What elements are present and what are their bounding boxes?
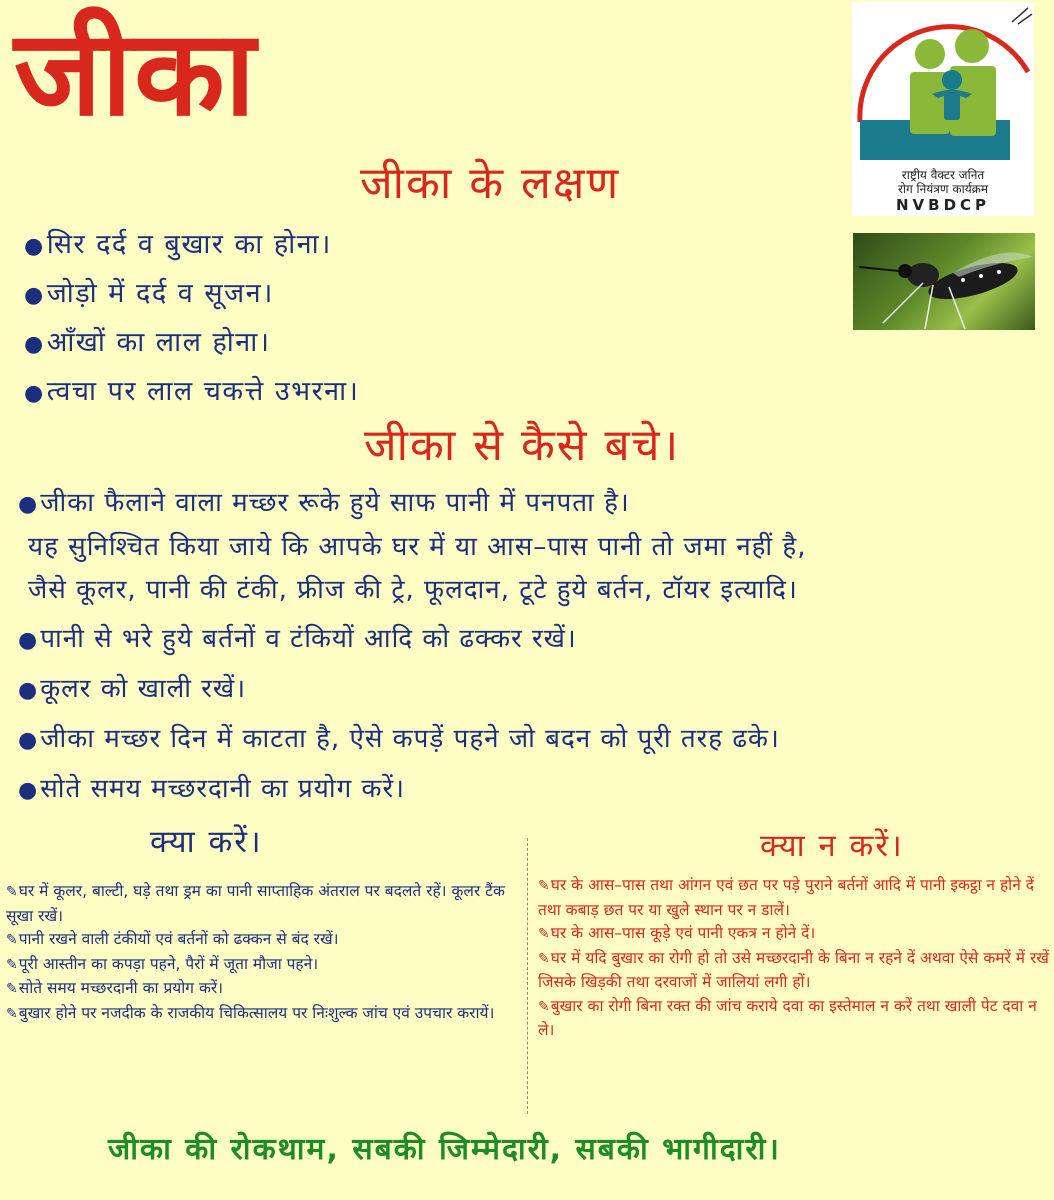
bullet-dot-icon: ● <box>18 678 39 703</box>
pen-icon: ✎ <box>6 981 18 997</box>
list-item <box>18 768 1048 812</box>
symptoms-list <box>24 222 359 418</box>
dont-text: घर के आस–पास कूड़े एवं पानी एकत्र न होने दें। <box>550 924 816 942</box>
prevention-text: जीका फैलाने वाला मच्छर रूके हुये साफ पानी में पनपता है। <box>40 488 630 518</box>
prevention-text: कूलर को खाली रखें। <box>40 674 247 704</box>
list-item <box>6 953 518 978</box>
do-text: पानी रखने वाली टंकीयों एवं बर्तनों को ढक्कन से बंद रखें। <box>18 930 339 948</box>
list-item <box>18 718 1048 762</box>
dos-donts-section <box>0 808 1054 1108</box>
dont-text: घर के आस–पास तथा आंगन एवं छत पर पड़े पुराने बर्तनों आदि में पानी इकट्ठा न होने दें तथा कबाड़ छत पर या खुले स्थान पर न डालें। <box>538 876 1034 919</box>
do-text: बुखार होने पर नजदीक के राजकीय चिकित्सालय पर निःशुल्क जांच एवं उपचार करायें। <box>18 1003 495 1022</box>
logo-caption-line1: राष्ट्रीय वैक्टर जनित <box>901 168 985 182</box>
list-item <box>18 482 1048 612</box>
list-item <box>6 1002 518 1027</box>
list-item <box>538 947 1052 995</box>
symptom-text: जोड़ो में दर्द व सूजन। <box>46 278 274 309</box>
prevention-text: पानी से भरे हुये बर्तनों व टंकियों आदि को ढक्कर रखें। <box>40 624 577 654</box>
prevention-text: जीका मच्छर दिन में काटता है, ऐसे कपड़ें पहने जो बदन को पूरी तरह ढके। <box>40 724 780 754</box>
symptom-text: सिर दर्द व बुखार का होना। <box>46 229 332 260</box>
logo-caption <box>852 168 1034 196</box>
dos-heading: क्या करें। <box>150 824 263 860</box>
bullet-dot-icon: ● <box>24 283 45 308</box>
list-item <box>6 880 518 928</box>
pen-icon: ✎ <box>538 950 550 967</box>
column-divider <box>527 838 528 1114</box>
donts-list <box>538 874 1052 1043</box>
list-item <box>538 874 1052 922</box>
prevention-list <box>18 482 1048 818</box>
prevention-text-continued: यह सुनिश्चित किया जाये कि आपके घर में या आस–पास पानी तो जमा नहीं है, <box>28 532 807 562</box>
do-text: पूरी आस्तीन का कपड़ा पहने, पैरों में जूता मौजा पहने। <box>18 954 319 973</box>
bullet-dot-icon: ● <box>18 778 39 803</box>
donts-heading: क्या न करें। <box>760 828 904 864</box>
dont-text: बुखार का रोगी बिना रक्त की जांच कराये दवा का इस्तेमाल न करें तथा खाली पेट दवा न ले। <box>538 996 1037 1039</box>
mosquito-photo <box>853 233 1035 330</box>
bullet-dot-icon: ● <box>24 234 45 259</box>
list-item <box>538 922 1052 947</box>
list-item <box>538 995 1052 1043</box>
list-item <box>18 618 1048 662</box>
do-text: घर में कूलर, बाल्टी, घड़े तथा ड्रम का पानी साप्ताहिक अंतराल पर बदलते रहें। कूलर टैंक सूखा रखें। <box>6 882 505 925</box>
prevention-heading: जीका से कैसे बचे। <box>364 420 681 471</box>
pen-icon: ✎ <box>6 884 18 900</box>
dont-text: घर में यदि बुखार का रोगी हो तो उसे मच्छरदानी के बिना न रहने दें अथवा ऐसे कमरें में रखें जिसके खिड़की तथा दरवाजों में जालियां लगी हों। <box>538 948 1049 991</box>
bullet-dot-icon: ● <box>18 492 39 517</box>
symptom-text: त्वचा पर लाल चकत्ते उभरना। <box>46 376 360 407</box>
list-item <box>24 222 359 271</box>
symptoms-heading: जीका के लक्षण <box>360 158 621 209</box>
list-item <box>6 977 518 1002</box>
list-item <box>18 668 1048 712</box>
pen-icon: ✎ <box>538 998 550 1015</box>
pen-icon: ✎ <box>6 956 18 973</box>
pen-icon: ✎ <box>6 1005 18 1022</box>
footer-slogan: जीका की रोकथाम, सबकी जिम्मेदारी, सबकी भागीदारी। <box>108 1132 781 1167</box>
bullet-dot-icon: ● <box>24 381 45 406</box>
bullet-dot-icon: ● <box>24 332 45 357</box>
list-item <box>24 320 359 369</box>
logo-abbreviation: NVBDCP <box>895 196 991 214</box>
do-text: सोते समय मच्छरदानी का प्रयोग करें। <box>18 979 224 997</box>
pen-icon: ✎ <box>538 926 550 942</box>
logo-caption-line2: रोग नियंत्रण कार्यक्रम <box>897 182 989 196</box>
main-title: जीका <box>14 4 258 142</box>
pen-icon: ✎ <box>538 878 550 894</box>
list-item <box>6 928 518 953</box>
prevention-text: सोते समय मच्छरदानी का प्रयोग करें। <box>40 774 405 804</box>
list-item <box>24 271 359 320</box>
dos-list <box>6 880 518 1026</box>
nvbdcp-logo <box>852 2 1034 216</box>
mosquito-icon <box>853 233 1035 330</box>
bullet-dot-icon: ● <box>18 728 39 753</box>
list-item <box>24 369 359 418</box>
pen-icon: ✎ <box>6 932 18 948</box>
symptom-text: आँखों का लाल होना। <box>46 327 271 358</box>
bullet-dot-icon: ● <box>18 628 39 653</box>
prevention-text-continued: जैसे कूलर, पानी की टंकी, फ्रीज की ट्रे, फूलदान, टूटे हुये बर्तन, टॉयर इत्यादि। <box>28 575 798 605</box>
family-logo-icon <box>852 2 1034 168</box>
